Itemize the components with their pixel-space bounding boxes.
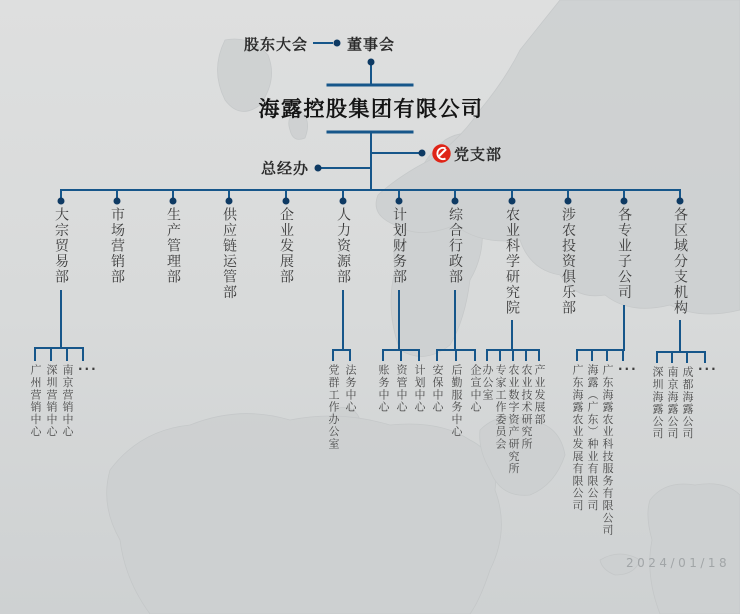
shareholders-meeting-node: 股东大会 bbox=[243, 35, 309, 54]
sub-logistics-service-center: 后勤服务中心 bbox=[450, 364, 463, 438]
sub-nanjing-hailu-co: 南京海露公司 bbox=[666, 366, 679, 440]
sub-academy-office: 办公室 bbox=[481, 364, 494, 401]
sub-agri-tech-institute: 农业技术研究所 bbox=[520, 364, 533, 451]
party-branch-node: 党支部 bbox=[453, 145, 503, 164]
dept-supply-chain: 供应链运管部 bbox=[221, 207, 237, 300]
dept-bulk-trade: 大宗贸易部 bbox=[53, 207, 69, 285]
sub-more-branches: ··· bbox=[698, 362, 718, 376]
sub-more-subsidiaries: ··· bbox=[618, 362, 638, 376]
gm-office-node: 总经办 bbox=[260, 159, 310, 178]
dept-general-admin: 综合行政部 bbox=[447, 207, 463, 285]
dept-regional-branches: 各区域分支机构 bbox=[672, 207, 688, 316]
dept-agri-invest-club: 涉农投资俱乐部 bbox=[560, 207, 576, 316]
sub-asset-mgmt-center: 资管中心 bbox=[395, 364, 408, 414]
sub-party-mass-office: 党群工作办公室 bbox=[327, 364, 340, 451]
sub-corporate-pr-center: 企宣中心 bbox=[469, 364, 482, 414]
sub-guangzhou-marketing-center: 广州营销中心 bbox=[29, 364, 42, 438]
date-stamp: 2024/01/18 bbox=[626, 556, 731, 570]
sub-gd-hailu-agritech-service-co: 广东海露农业科技服务有限公司 bbox=[601, 364, 614, 537]
dept-subsidiaries: 各专业子公司 bbox=[616, 207, 632, 300]
dept-planning-finance: 计划财务部 bbox=[391, 207, 407, 285]
sub-legal-center: 法务中心 bbox=[344, 364, 357, 414]
sub-expert-committee: 专家工作委员会 bbox=[494, 364, 507, 451]
sub-nanjing-marketing-center: 南京营销中心 bbox=[61, 364, 74, 438]
sub-digital-asset-institute: 农业数字资产研究所 bbox=[507, 364, 520, 475]
board-of-directors-node: 董事会 bbox=[346, 35, 396, 54]
dept-enterprise-dev: 企业发展部 bbox=[278, 207, 294, 285]
dept-marketing: 市场营销部 bbox=[109, 207, 125, 285]
sub-industry-dev-dept: 产业发展部 bbox=[533, 364, 546, 426]
sub-planning-center: 计划中心 bbox=[413, 364, 426, 414]
dept-agri-academy: 农业科学研究院 bbox=[504, 207, 520, 316]
party-emblem-icon bbox=[431, 143, 452, 164]
sub-hailu-gd-seed-co: 海露（广东）种业有限公司 bbox=[586, 364, 599, 512]
dept-production: 生产管理部 bbox=[165, 207, 181, 285]
sub-gd-hailu-agri-dev-co: 广东海露农业发展有限公司 bbox=[571, 364, 584, 512]
sub-more-marketing-centers: ··· bbox=[78, 362, 98, 376]
sub-security-center: 安保中心 bbox=[431, 364, 444, 414]
company-title: 海露控股集团有限公司 bbox=[258, 97, 484, 121]
sub-shenzhen-marketing-center: 深圳营销中心 bbox=[45, 364, 58, 438]
sub-chengdu-hailu-co: 成都海露公司 bbox=[681, 366, 694, 440]
sub-shenzhen-hailu-co: 深圳海露公司 bbox=[651, 366, 664, 440]
dept-human-resources: 人力资源部 bbox=[335, 207, 351, 285]
sub-accounting-center: 账务中心 bbox=[377, 364, 390, 414]
